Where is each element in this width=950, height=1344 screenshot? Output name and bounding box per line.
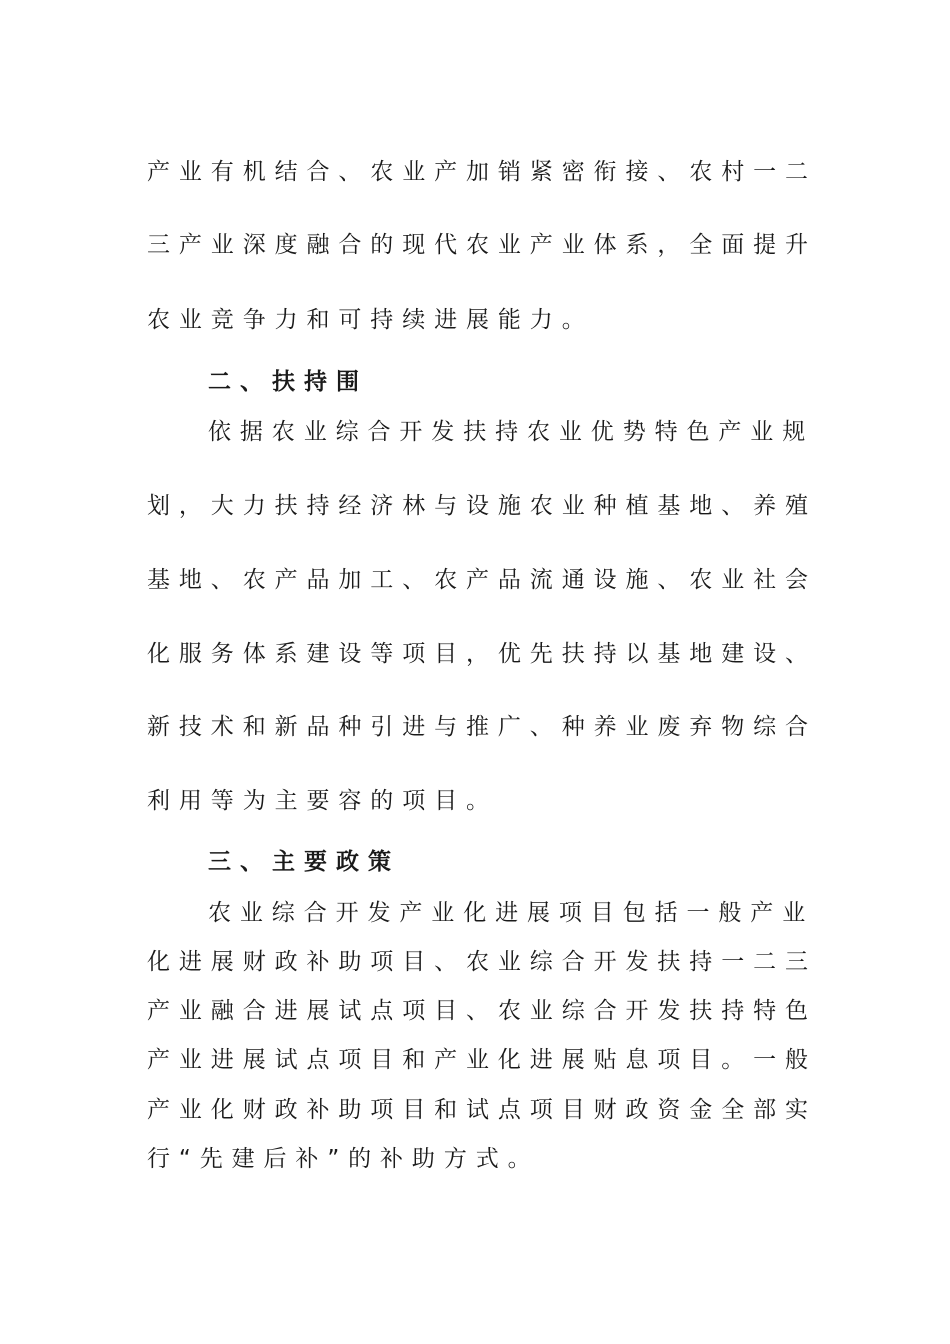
text-line: 产业化财政补助项目和试点项目财政资金全部实: [147, 1097, 817, 1123]
text-line: 基地、农产品加工、农产品流通设施、农业社会: [147, 567, 817, 593]
text-line: 依据农业综合开发扶持农业优势特色产业规: [208, 419, 815, 445]
text-line: 农业综合开发产业化进展项目包括一般产业: [208, 900, 815, 926]
text-line: 产业融合进展试点项目、农业综合开发扶持特色: [147, 998, 817, 1024]
text-line: 产业进展试点项目和产业化进展贴息项目。一般: [147, 1047, 817, 1073]
text-line: 行“先建后补”的补助方式。: [147, 1146, 540, 1172]
text-line: 划，大力扶持经济林与设施农业种植基地、养殖: [147, 493, 817, 519]
text-line: 化进展财政补助项目、农业综合开发扶持一二三: [147, 949, 817, 975]
text-line: 利用等为主要容的项目。: [147, 788, 498, 814]
section-heading: 二、扶持围: [208, 369, 368, 395]
text-line: 产业有机结合、农业产加销紧密衔接、农村一二: [147, 159, 817, 185]
section-heading: 三、主要政策: [208, 849, 400, 875]
text-line: 化服务体系建设等项目，优先扶持以基地建设、: [147, 641, 817, 667]
text-line: 三产业深度融合的现代农业产业体系，全面提升: [147, 232, 817, 258]
text-line: 农业竞争力和可持续进展能力。: [147, 307, 594, 333]
text-line: 新技术和新品种引进与推广、种养业废弃物综合: [147, 714, 817, 740]
